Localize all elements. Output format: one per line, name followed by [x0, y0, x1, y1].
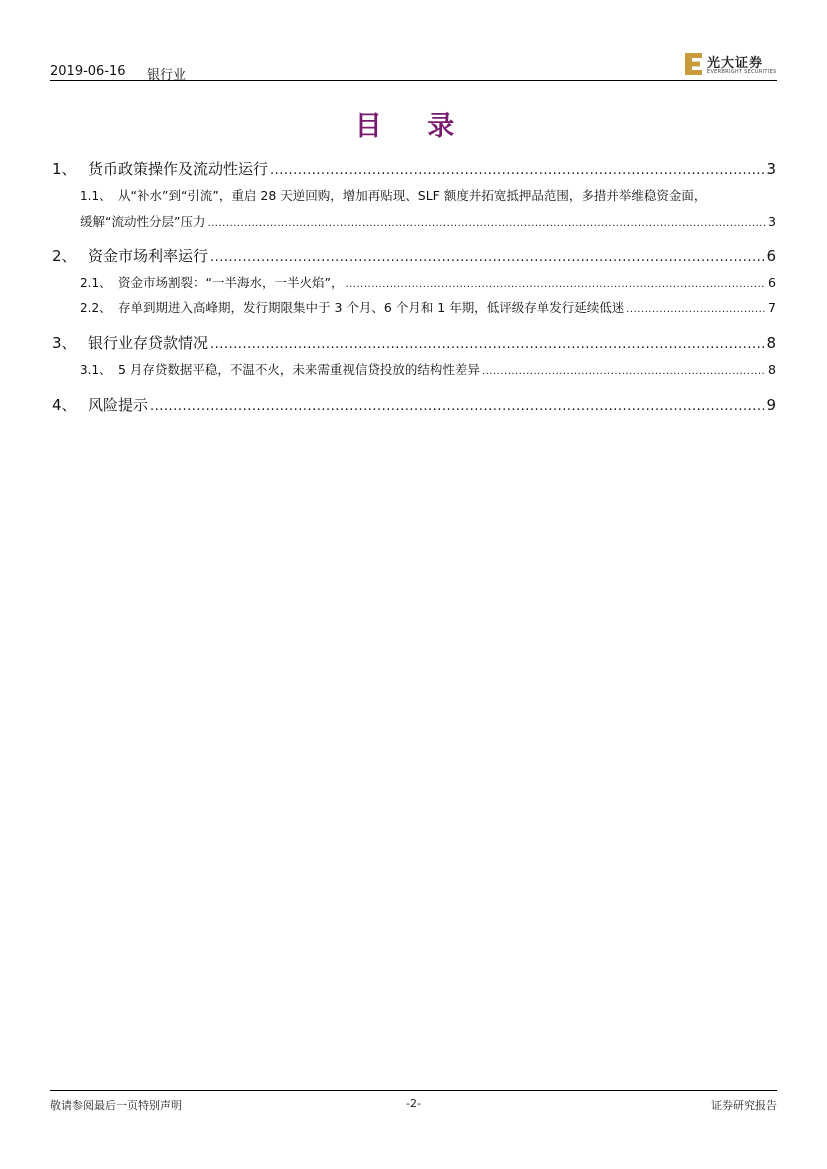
toc-entry-1-1-cont[interactable]: [80, 212, 776, 230]
toc-entry-number: 1.1、: [80, 189, 112, 203]
toc-leader-dots: [207, 218, 766, 229]
toc-entry-page: 8: [768, 362, 776, 377]
toc-entry-title: 资金市场割裂：“一半海水，一半火焰”，: [118, 275, 344, 290]
footer-disclaimer: 敬请参阅最后一页特别声明: [50, 1099, 182, 1112]
toc-entry-number: 3.1、: [80, 363, 112, 377]
report-date: 2019-06-16: [50, 64, 126, 79]
toc-title: 目 录: [354, 111, 473, 142]
page-number: -2-: [406, 1097, 421, 1110]
toc-entry-page: 3: [766, 160, 776, 178]
toc-entry-title: 资金市场利率运行: [88, 247, 209, 265]
toc-entry-title: 银行业存贷款情况: [88, 334, 209, 352]
footer-divider: [50, 1090, 777, 1091]
toc-entry-2-2[interactable]: [80, 298, 776, 316]
toc-entry-page: 3: [768, 214, 776, 229]
everbright-logo: [685, 52, 777, 78]
page-header: [50, 54, 777, 82]
toc-entry-number: 1、: [52, 160, 77, 178]
toc-entry-title: 风险提示: [88, 396, 149, 414]
footer-report-type: 证券研究报告: [711, 1099, 777, 1112]
toc-entry-2-1[interactable]: [80, 273, 776, 291]
toc-leader-dots: [482, 366, 766, 377]
toc-entry-4[interactable]: [52, 394, 776, 415]
toc-leader-dots: [150, 399, 764, 414]
toc-entry-number: 2.1、: [80, 276, 112, 290]
toc-entry-title: 存单到期进入高峰期，发行期限集中于 3 个月、6 个月和 1 年期，低评级存单发行延续低迷: [118, 300, 625, 315]
toc-entry-3-1[interactable]: [80, 360, 776, 378]
toc-leader-dots: [345, 279, 766, 290]
toc-entry-title: 货币政策操作及流动性运行: [88, 160, 269, 178]
toc-entry-title-line1: 从“补水”到“引流”，重启 28 天逆回购，增加再贴现、SLF 额度并拓宽抵押品范围，多措并举维稳资金面，: [118, 188, 707, 203]
sector-label: 银行业: [147, 68, 187, 83]
toc-entry-page: 8: [766, 334, 776, 352]
everbright-logo-icon: [685, 53, 703, 75]
toc-entry-number: 3、: [52, 334, 77, 352]
toc-entry-1[interactable]: [52, 158, 776, 179]
logo-english-name: EVERBRIGHT SECURITIES: [707, 69, 777, 75]
toc-entry-title: 5 月存贷数据平稳，不温不火，未来需重视信贷投放的结构性差异: [118, 362, 480, 377]
toc-entry-title-line2: 缓解“流动性分层”压力: [80, 214, 206, 229]
toc-entry-page: 9: [766, 396, 776, 414]
toc-leader-dots: [270, 163, 764, 178]
toc-leader-dots: [626, 304, 766, 315]
toc-leader-dots: [210, 250, 764, 265]
toc-entry-page: 7: [768, 300, 776, 315]
toc-entry-number: 2.2、: [80, 301, 112, 315]
toc-entry-line1: [80, 186, 776, 204]
toc-entry-number: 4、: [52, 396, 77, 414]
toc-entry-2[interactable]: [52, 245, 776, 266]
header-divider: [50, 80, 777, 81]
toc-entry-number: 2、: [52, 247, 77, 265]
toc-entry-page: 6: [768, 275, 776, 290]
toc-entry-3[interactable]: [52, 332, 776, 353]
toc-entry-page: 6: [766, 247, 776, 265]
logo-chinese-name: 光大证券: [707, 56, 764, 71]
toc-leader-dots: [210, 337, 764, 352]
